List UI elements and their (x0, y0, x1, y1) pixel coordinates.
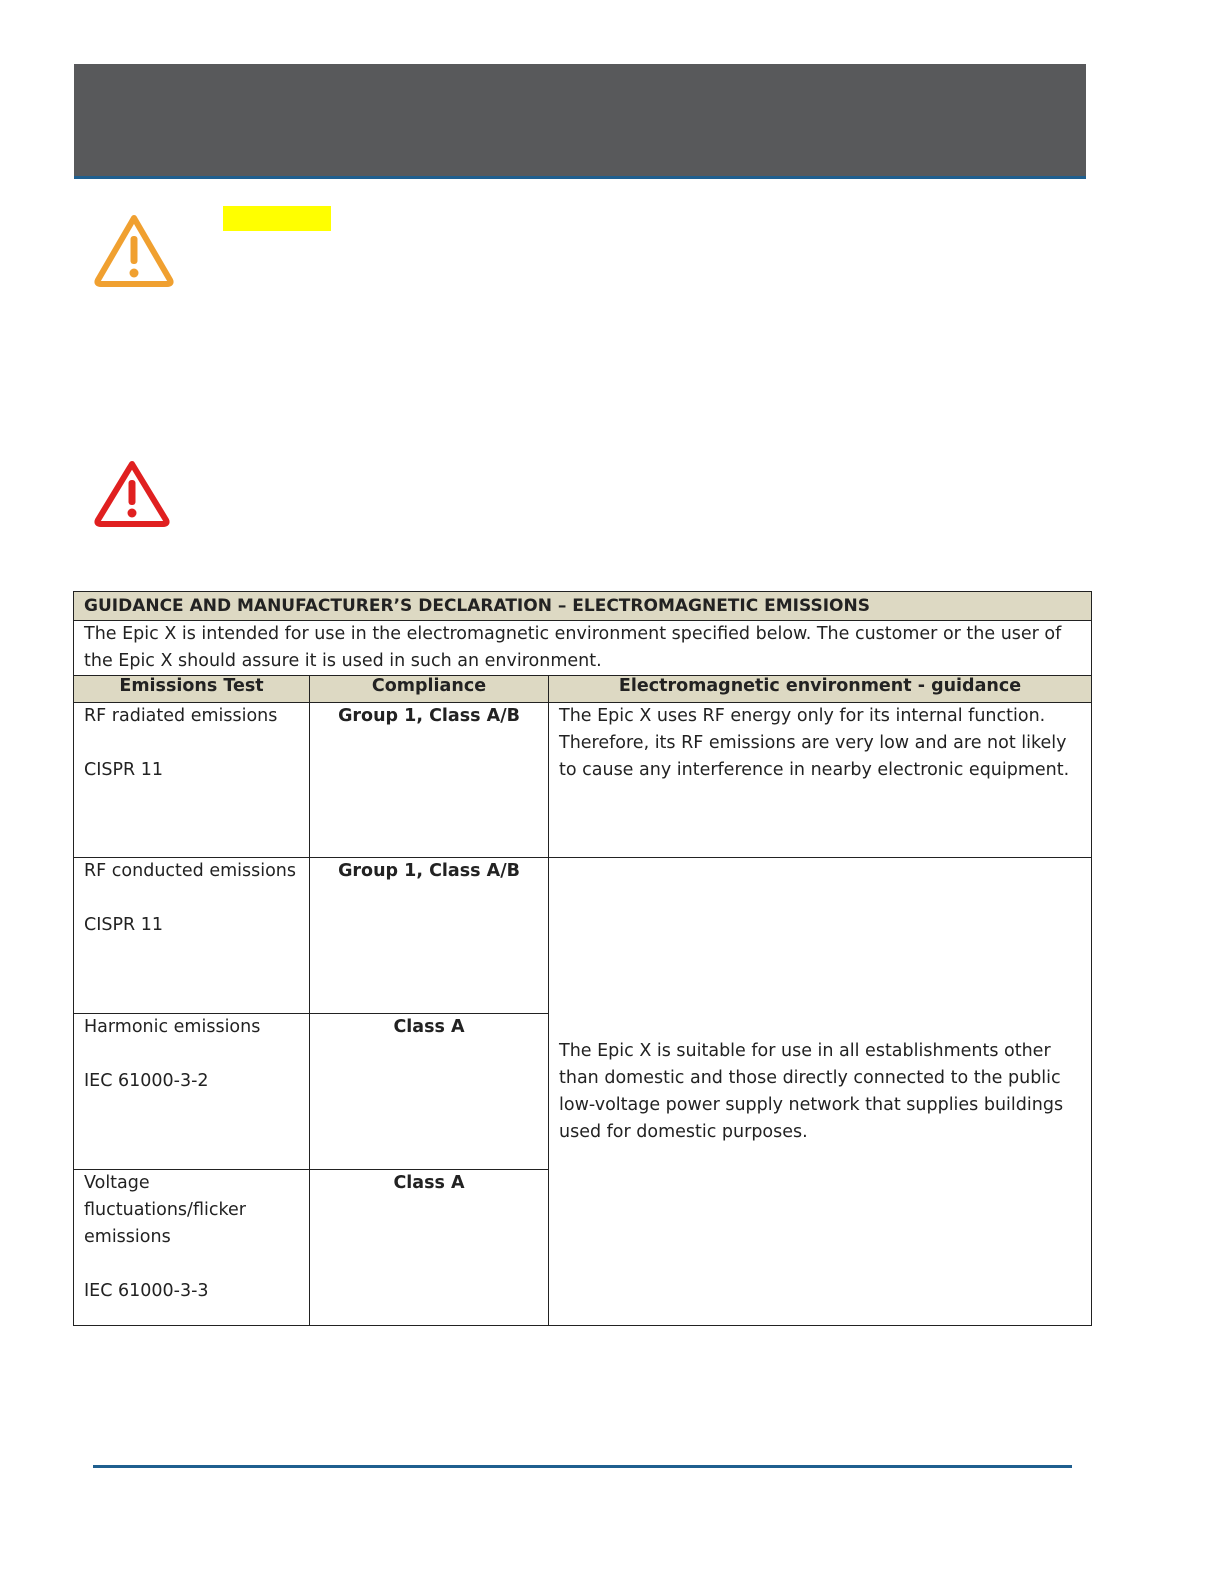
test-standard: CISPR 11 (84, 915, 164, 935)
test-name: RF radiated emissions (84, 706, 278, 726)
emissions-table (73, 591, 1092, 1326)
caution-triangle-icon (92, 212, 176, 288)
test-cell (74, 1014, 310, 1170)
table-row (74, 858, 1092, 1014)
table-intro-row (74, 621, 1092, 676)
compliance-cell: Group 1, Class A/B (310, 858, 549, 1014)
column-header-compliance: Compliance (310, 676, 549, 703)
table-title: GUIDANCE AND MANUFACTURER’S DECLARATION – ELECTROMAGNETIC EMISSIONS (74, 592, 1092, 621)
highlight-mark (223, 206, 331, 231)
table-header-row (74, 676, 1092, 703)
test-standard: CISPR 11 (84, 760, 164, 780)
test-standard: IEC 61000-3-2 (84, 1071, 209, 1091)
header-band (74, 64, 1086, 179)
test-cell (74, 858, 310, 1014)
test-cell (74, 703, 310, 858)
test-name: Voltage fluctuations/flicker emissions (84, 1173, 246, 1247)
compliance-cell: Class A (310, 1014, 549, 1170)
column-header-test: Emissions Test (74, 676, 310, 703)
table-intro: The Epic X is intended for use in the electromagnetic environment specified below. The customer or the user of the Epic X should assure it is used in such an environment. (74, 621, 1092, 676)
footer-rule (93, 1465, 1072, 1468)
compliance-cell: Class A (310, 1170, 549, 1326)
warning-triangle-icon (92, 458, 172, 528)
compliance-cell: Group 1, Class A/B (310, 703, 549, 858)
column-header-guidance: Electromagnetic environment - guidance (549, 676, 1092, 703)
test-standard: IEC 61000-3-3 (84, 1281, 209, 1301)
guidance-cell: The Epic X uses RF energy only for its internal function. Therefore, its RF emissions are very low and are not likely to cause any interference in nearby electronic equipment. (549, 703, 1092, 858)
table-row (74, 703, 1092, 858)
table-title-row (74, 592, 1092, 621)
test-name: RF conducted emissions (84, 861, 297, 881)
test-name: Harmonic emissions (84, 1017, 261, 1037)
test-cell (74, 1170, 310, 1326)
guidance-cell-merged: The Epic X is suitable for use in all establishments other than domestic and those directly connected to the public low-voltage power supply network that supplies buildings used for domestic purposes. (549, 858, 1092, 1326)
